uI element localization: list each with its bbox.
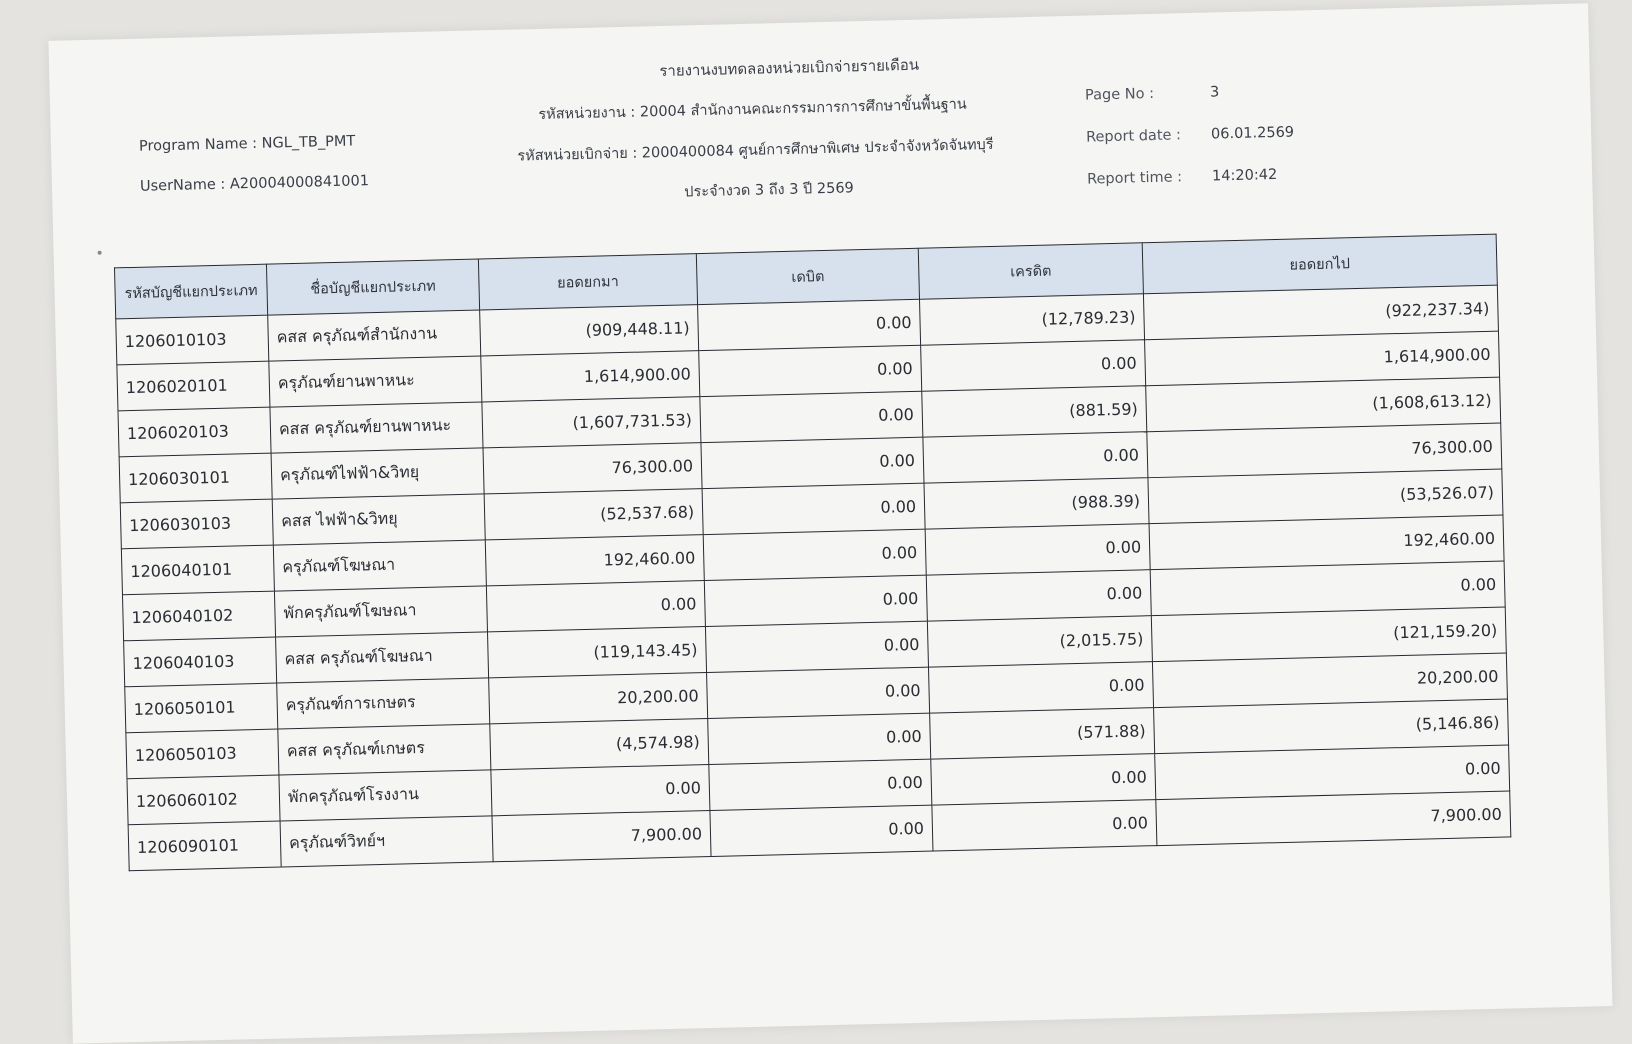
opening-balance-cell: 192,460.00 xyxy=(485,535,704,586)
debit-cell: 0.00 xyxy=(702,483,925,534)
debit-cell: 0.00 xyxy=(708,713,931,764)
account-code-cell: 1206010103 xyxy=(116,315,269,365)
credit-cell: (2,015.75) xyxy=(927,616,1152,667)
page-number-label: Page No : xyxy=(1084,85,1155,104)
opening-balance-cell: 20,200.00 xyxy=(489,673,708,724)
account-code-cell: 1206030103 xyxy=(120,499,273,549)
opening-balance-cell: (909,448.11) xyxy=(480,305,699,356)
debit-cell: 0.00 xyxy=(700,391,923,442)
closing-balance-cell: (5,146.86) xyxy=(1154,699,1509,754)
account-name-cell: ครุภัณฑ์ยานพาหนะ xyxy=(269,356,482,407)
account-name-cell: ครุภัณฑ์การเกษตร xyxy=(277,678,490,729)
account-name-cell: คสส ครุภัณฑ์สำนักงาน xyxy=(268,310,481,361)
account-code-cell: 1206040102 xyxy=(122,591,275,641)
credit-cell: (571.88) xyxy=(930,708,1155,759)
credit-cell: 0.00 xyxy=(925,524,1150,575)
closing-balance-cell: 76,300.00 xyxy=(1147,423,1502,478)
column-header-opening-balance: ยอดยกมา xyxy=(478,254,697,310)
account-code-cell: 1206090101 xyxy=(128,821,281,871)
account-code-cell: 1206020103 xyxy=(118,407,271,457)
report-time-value: 14:20:42 xyxy=(1211,166,1278,185)
opening-balance-cell: (4,574.98) xyxy=(490,719,709,770)
column-header-credit: เครดิต xyxy=(918,243,1143,299)
credit-cell: 0.00 xyxy=(926,570,1151,621)
closing-balance-cell: 7,900.00 xyxy=(1156,791,1511,846)
account-code-cell: 1206040101 xyxy=(121,545,274,595)
debit-cell: 0.00 xyxy=(710,805,933,856)
opening-balance-cell: 7,900.00 xyxy=(492,811,711,862)
closing-balance-cell: (922,237.34) xyxy=(1143,285,1498,340)
column-header-account-name: ชื่อบัญชีแยกประเภท xyxy=(266,259,479,315)
account-name-cell: พักครุภัณฑ์โฆษณา xyxy=(274,586,487,637)
column-header-closing-balance: ยอดยกไป xyxy=(1142,234,1497,294)
opening-balance-cell: (52,537.68) xyxy=(484,489,703,540)
credit-cell: 0.00 xyxy=(921,340,1146,391)
credit-cell: (988.39) xyxy=(924,478,1149,529)
debit-cell: 0.00 xyxy=(698,299,921,350)
closing-balance-cell: 1,614,900.00 xyxy=(1145,331,1500,386)
opening-balance-cell: 1,614,900.00 xyxy=(481,351,700,402)
credit-cell: 0.00 xyxy=(923,432,1148,483)
account-name-cell: คสส ครุภัณฑ์โฆษณา xyxy=(276,632,489,683)
credit-cell: 0.00 xyxy=(931,754,1156,805)
closing-balance-cell: (1,608,613.12) xyxy=(1146,377,1501,432)
debit-cell: 0.00 xyxy=(699,345,922,396)
column-header-account-code: รหัสบัญชีแยกประเภท xyxy=(114,264,267,319)
closing-balance-cell: 192,460.00 xyxy=(1149,515,1504,570)
debit-cell: 0.00 xyxy=(701,437,924,488)
credit-cell: (881.59) xyxy=(922,386,1147,437)
account-name-cell: พักครุภัณฑ์โรงงาน xyxy=(279,770,492,821)
program-name: Program Name : NGL_TB_PMT xyxy=(138,133,356,155)
debit-cell: 0.00 xyxy=(705,621,928,672)
agency-code: รหัสหน่วยงาน : 20004 สำนักงานคณะกรรมการการศึกษาขั้นพื้นฐาน xyxy=(538,96,967,123)
report-date-label: Report date : xyxy=(1085,127,1182,146)
closing-balance-cell: 0.00 xyxy=(1155,745,1510,800)
stray-mark xyxy=(98,251,102,255)
opening-balance-cell: 0.00 xyxy=(491,765,710,816)
opening-balance-cell: (1,607,731.53) xyxy=(482,397,701,448)
debit-cell: 0.00 xyxy=(703,529,926,580)
debit-cell: 0.00 xyxy=(707,667,930,718)
trial-balance-table xyxy=(114,234,1511,872)
account-name-cell: คสส ไฟฟ้า&วิทยุ xyxy=(272,494,485,545)
account-name-cell: คสส ครุภัณฑ์เกษตร xyxy=(278,724,491,775)
closing-balance-cell: 0.00 xyxy=(1150,561,1505,616)
account-name-cell: ครุภัณฑ์ไฟฟ้า&วิทยุ xyxy=(271,448,484,499)
paying-unit-code: รหัสหน่วยเบิกจ่าย : 2000400084 ศูนย์การศึกษาพิเศษ ประจำจังหวัดจันทบุรี xyxy=(517,136,994,165)
opening-balance-cell: 76,300.00 xyxy=(483,443,702,494)
credit-cell: (12,789.23) xyxy=(919,294,1144,345)
report-time-label: Report time : xyxy=(1086,169,1183,188)
credit-cell: 0.00 xyxy=(932,800,1157,851)
account-code-cell: 1206050103 xyxy=(126,729,279,779)
user-name: UserName : A20004000841001 xyxy=(139,173,370,195)
report-date-value: 06.01.2569 xyxy=(1210,124,1295,143)
account-name-cell: ครุภัณฑ์โฆษณา xyxy=(273,540,486,591)
account-code-cell: 1206050101 xyxy=(125,683,278,733)
account-name-cell: ครุภัณฑ์วิทย์ฯ xyxy=(280,816,493,867)
closing-balance-cell: 20,200.00 xyxy=(1152,653,1507,708)
account-name-cell: คสส ครุภัณฑ์ยานพาหนะ xyxy=(270,402,483,453)
account-code-cell: 1206040103 xyxy=(124,637,277,687)
closing-balance-cell: (121,159.20) xyxy=(1151,607,1506,662)
account-code-cell: 1206060102 xyxy=(127,775,280,825)
account-code-cell: 1206020101 xyxy=(117,361,270,411)
column-header-debit: เดบิต xyxy=(696,248,919,304)
debit-cell: 0.00 xyxy=(709,759,932,810)
page-number-value: 3 xyxy=(1209,84,1220,101)
closing-balance-cell: (53,526.07) xyxy=(1148,469,1503,524)
opening-balance-cell: 0.00 xyxy=(486,581,705,632)
account-code-cell: 1206030101 xyxy=(119,453,272,503)
report-title: รายงานงบทดลองหน่วยเบิกจ่ายรายเดือน xyxy=(659,55,920,81)
opening-balance-cell: (119,143.45) xyxy=(487,627,706,678)
debit-cell: 0.00 xyxy=(704,575,927,626)
report-period: ประจำงวด 3 ถึง 3 ปี 2569 xyxy=(684,180,854,201)
credit-cell: 0.00 xyxy=(928,662,1153,713)
report-page xyxy=(48,3,1612,1043)
